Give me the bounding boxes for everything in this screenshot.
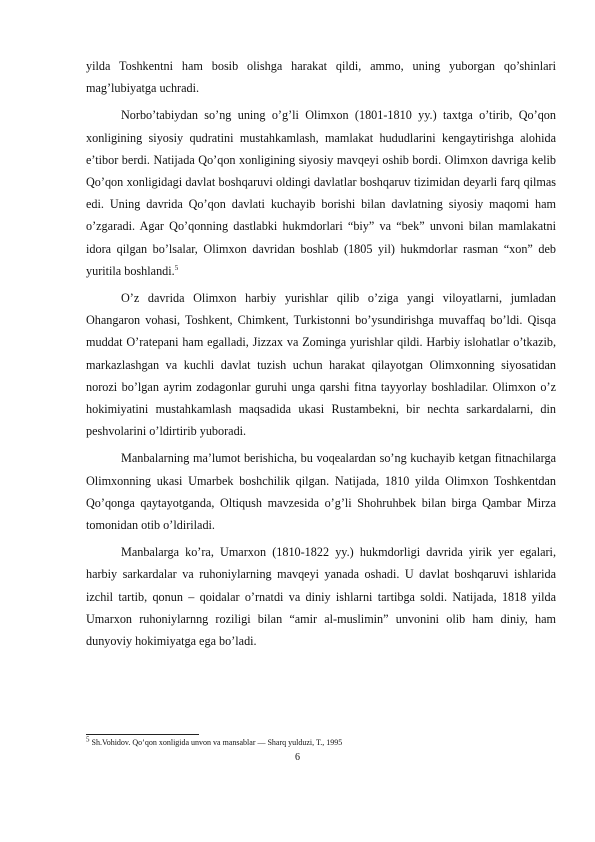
paragraph-4: Manbalarning ma’lumot berishicha, bu voqealardan so’ng kuchayib ketgan fitnachilarga Olimxonning ukasi Umarbek boshchilik qilgan. Natijada, 1810 yilda Olimxon Toshkentdan Qo’qonga qaytayotganda, Oltiqush mavzesida o’g’li Shohruhbek bilan birga Qambar Mirza tomonidan otib o’ldiriladi. [86,451,556,533]
footnote-number: 5 [86,735,90,744]
footnote [86,735,556,748]
page-number: 6 [295,752,300,763]
paragraph-1: yilda Toshkentni ham bosib olishga harakat qildi, ammo, uning yuborgan qo’shinlari mag’lubiyatga uchradi. [86,59,556,96]
footnote-reference: 5 [174,263,179,272]
footnote-separator [86,734,199,735]
footnote-text: Sh.Vohidov. Qo’qon xonligida unvon va mansablar — Sharq yulduzi, T., 1995 [89,738,343,747]
paragraph-3: O’z davrida Olimxon harbiy yurishlar qilib o’ziga yangi viloyatlarni, jumladan Ohangaron vohasi, Toshkent, Chimkent, Turkistonni bo’ysundirishga muvaffaq bo’ldi. Qisqa muddat O’ratepani ham egalladi, Jizzax va Zominga yurishlar qildi. Harbiy islohatlar o’tkazib, markazlashgan va kuchli davlat tuzish uchun harakat qilayotgan Olimxonning siyosatidan norozi bo’lgan ayrim zodagonlar guruhi unga qarshi fitna tayyorlay boshladilar. Olimxon o’z hokimiyatini mustahkamlash maqsadida ukasi Rustambekni, bir nechta sarkardalarni, din peshvolarini o’ldirtirib yuboradi. [86,291,556,439]
body-text [86,55,556,657]
paragraph-2 [86,104,556,282]
paragraph-2-text: Norbo’tabiydan so’ng uning o’g’li Olimxon (1801-1810 yy.) taxtga o’tirib, Qo’qon xonligining siyosiy qudratini mustahkamlash, mamlakat hududlarini kengaytirishga alohida e’tibor berdi. Natijada Qo’qon xonligining siyosiy mavqeyi oshib bordi. Olimxon davriga kelib Qo’qon xonligidagi davlat boshqaruvi oldingi davlatlar boshqaruv tizimidan deyarli farq qilmas edi. Uning davrida Qo’qon davlati kuchayib borishi bilan davlatning siyosiy maqomi ham o’zgaradi. Agar Qo’qonning dastlabki hukmdorlari “biy” va “bek” unvoni bilan mamlakatni idora qilgan bo’lsalar, Olimxon davridan boshlab (1805 yil) hukmdorlar rasman “xon” deb yuritila boshlandi. [86,108,556,278]
paragraph-5: Manbalarga ko’ra, Umarxon (1810-1822 yy.) hukmdorligi davrida yirik yer egalari, harbiy sarkardalar va ruhoniylarning mavqeyi yanada oshadi. U davlat boshqaruvi ishlarida izchil tartib, qonun – qoidalar o’rnatdi va diniy ishlarni tartibga soldi. Natijada, 1818 yilda Umarxon ruhoniylarnng roziligi bilan “amir al-muslimin” unvonini olib ham diniy, ham dunyoviy hokimiyatga ega bo’ladi. [86,545,556,649]
